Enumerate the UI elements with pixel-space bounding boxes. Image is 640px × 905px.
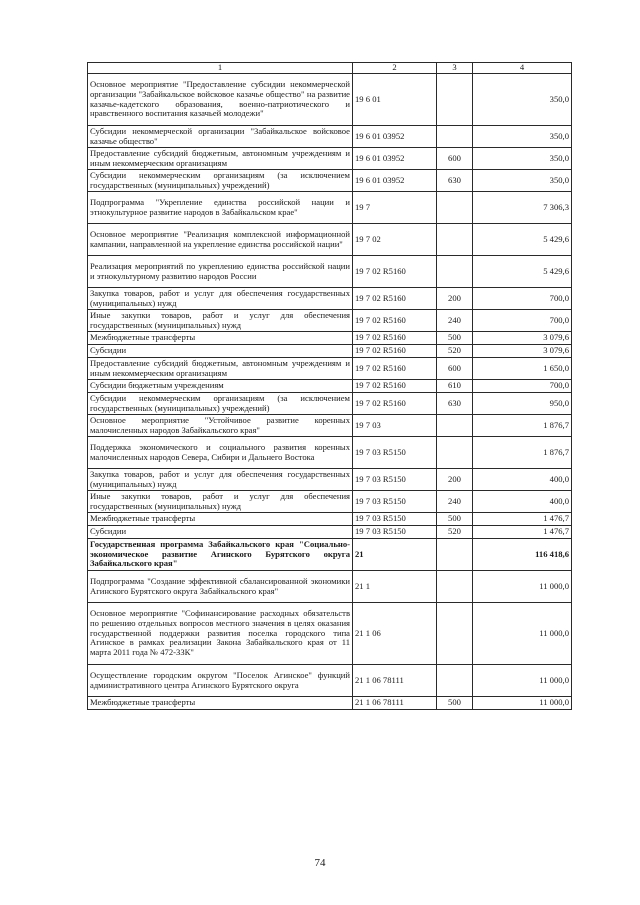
row-name-cell: Субсидии [88, 526, 353, 539]
row-name-cell: Закупка товаров, работ и услуг для обеспечения государственных (муниципальных) нужд [88, 469, 353, 491]
table-row [88, 170, 572, 192]
row-expense-type-cell: 240 [437, 310, 473, 332]
row-expense-type-cell: 630 [437, 393, 473, 415]
row-name-cell: Основное мероприятие "Реализация комплексной информационной кампании, направленной на укрепление единства российской нации" [88, 224, 353, 256]
row-expense-type-cell: 520 [437, 526, 473, 539]
table-row [88, 393, 572, 415]
table-body [88, 74, 572, 710]
row-name-cell: Субсидии бюджетным учреждениям [88, 380, 353, 393]
row-amount-cell: 116 418,6 [473, 539, 572, 571]
row-amount-cell: 3 079,6 [473, 345, 572, 358]
row-code-cell: 19 6 01 [353, 74, 437, 126]
row-expense-type-cell [437, 192, 473, 224]
row-name-cell: Иные закупки товаров, работ и услуг для обеспечения государственных (муниципальных) нужд [88, 310, 353, 332]
row-code-cell: 19 7 02 R5160 [353, 256, 437, 288]
row-code-cell: 19 7 03 R5150 [353, 469, 437, 491]
table-row [88, 603, 572, 665]
row-amount-cell: 11 000,0 [473, 603, 572, 665]
row-expense-type-cell [437, 437, 473, 469]
row-expense-type-cell [437, 571, 473, 603]
row-amount-cell: 7 306,3 [473, 192, 572, 224]
row-expense-type-cell: 600 [437, 358, 473, 380]
header-col-1: 1 [88, 63, 353, 74]
row-name-cell: Закупка товаров, работ и услуг для обеспечения государственных (муниципальных) нужд [88, 288, 353, 310]
row-amount-cell: 1 876,7 [473, 415, 572, 437]
table-row [88, 192, 572, 224]
row-expense-type-cell: 500 [437, 332, 473, 345]
header-col-4: 4 [473, 63, 572, 74]
row-amount-cell: 3 079,6 [473, 332, 572, 345]
row-code-cell: 19 6 01 03952 [353, 148, 437, 170]
table-row [88, 74, 572, 126]
row-amount-cell: 400,0 [473, 491, 572, 513]
table-row [88, 288, 572, 310]
row-amount-cell: 1 876,7 [473, 437, 572, 469]
row-code-cell: 19 7 02 R5160 [353, 358, 437, 380]
table-row [88, 310, 572, 332]
row-code-cell: 19 7 02 [353, 224, 437, 256]
row-expense-type-cell: 520 [437, 345, 473, 358]
row-amount-cell: 11 000,0 [473, 697, 572, 710]
table-row [88, 148, 572, 170]
row-code-cell: 19 7 03 R5150 [353, 526, 437, 539]
row-code-cell: 19 7 02 R5160 [353, 310, 437, 332]
row-expense-type-cell: 500 [437, 513, 473, 526]
table-row [88, 469, 572, 491]
row-code-cell: 21 1 [353, 571, 437, 603]
row-expense-type-cell [437, 665, 473, 697]
row-name-cell: Осуществление городским округом "Поселок Агинское" функций административного центра Агинского Бурятского округа [88, 665, 353, 697]
table-row [88, 491, 572, 513]
row-name-cell: Поддержка экономического и социального развития коренных малочисленных народов Севера, Сибири и Дальнего Востока [88, 437, 353, 469]
row-code-cell: 21 1 06 78111 [353, 697, 437, 710]
row-code-cell: 19 7 02 R5160 [353, 380, 437, 393]
table-row [88, 345, 572, 358]
row-amount-cell: 350,0 [473, 170, 572, 192]
row-name-cell: Межбюджетные трансферты [88, 332, 353, 345]
row-name-cell: Основное мероприятие "Предоставление субсидии некоммерческой организации "Забайкальское войсковое казачье общество" на развитие казачье-кадетского образования, военно-патриотического и нравственного воспитания казачьей молодежи" [88, 74, 353, 126]
row-code-cell: 19 7 02 R5160 [353, 345, 437, 358]
row-code-cell: 19 7 03 [353, 415, 437, 437]
table-row [88, 539, 572, 571]
row-code-cell: 19 7 03 R5150 [353, 513, 437, 526]
row-expense-type-cell: 240 [437, 491, 473, 513]
row-expense-type-cell [437, 256, 473, 288]
row-code-cell: 21 [353, 539, 437, 571]
row-name-cell: Межбюджетные трансферты [88, 697, 353, 710]
row-name-cell: Основное мероприятие "Софинансирование расходных обязательств по решению отдельных вопросов местного значения в целях оказания государственной поддержки развития поселка городского типа Агинское в рамках реализации Закона Забайкальского края от 11 марта 2011 года № 472-ЗЗК" [88, 603, 353, 665]
table-row [88, 697, 572, 710]
row-code-cell: 19 6 01 03952 [353, 126, 437, 148]
row-expense-type-cell [437, 224, 473, 256]
table-row [88, 513, 572, 526]
row-expense-type-cell: 500 [437, 697, 473, 710]
row-name-cell: Предоставление субсидий бюджетным, автономным учреждениям и иным некоммерческим организациям [88, 148, 353, 170]
table-row [88, 256, 572, 288]
row-amount-cell: 11 000,0 [473, 665, 572, 697]
row-expense-type-cell [437, 603, 473, 665]
row-expense-type-cell: 610 [437, 380, 473, 393]
row-amount-cell: 700,0 [473, 288, 572, 310]
header-col-3: 3 [437, 63, 473, 74]
table-row [88, 224, 572, 256]
row-amount-cell: 5 429,6 [473, 256, 572, 288]
row-amount-cell: 11 000,0 [473, 571, 572, 603]
row-name-cell: Субсидии [88, 345, 353, 358]
row-code-cell: 19 7 02 R5160 [353, 332, 437, 345]
row-amount-cell: 700,0 [473, 310, 572, 332]
row-expense-type-cell: 630 [437, 170, 473, 192]
row-name-cell: Подпрограмма "Создание эффективной сбалансированной экономики Агинского Бурятского округа Забайкальского края" [88, 571, 353, 603]
row-name-cell: Субсидии некоммерческим организациям (за исключением государственных (муниципальных) учреждений) [88, 170, 353, 192]
row-expense-type-cell: 600 [437, 148, 473, 170]
row-amount-cell: 350,0 [473, 148, 572, 170]
row-amount-cell: 1 476,7 [473, 513, 572, 526]
table-header-row [88, 63, 572, 74]
row-amount-cell: 1 650,0 [473, 358, 572, 380]
row-amount-cell: 5 429,6 [473, 224, 572, 256]
row-expense-type-cell [437, 415, 473, 437]
row-amount-cell: 350,0 [473, 74, 572, 126]
row-code-cell: 21 1 06 78111 [353, 665, 437, 697]
row-code-cell: 19 6 01 03952 [353, 170, 437, 192]
row-expense-type-cell: 200 [437, 288, 473, 310]
row-amount-cell: 400,0 [473, 469, 572, 491]
row-name-cell: Субсидии некоммерческой организации "Забайкальское войсковое казачье общество" [88, 126, 353, 148]
row-code-cell: 19 7 02 R5160 [353, 288, 437, 310]
row-amount-cell: 350,0 [473, 126, 572, 148]
row-name-cell: Предоставление субсидий бюджетным, автономным учреждениям и иным некоммерческим организациям [88, 358, 353, 380]
row-expense-type-cell [437, 74, 473, 126]
row-expense-type-cell [437, 539, 473, 571]
table-row [88, 126, 572, 148]
row-name-cell: Межбюджетные трансферты [88, 513, 353, 526]
table-row [88, 358, 572, 380]
row-amount-cell: 700,0 [473, 380, 572, 393]
table-row [88, 437, 572, 469]
table-row [88, 665, 572, 697]
row-name-cell: Субсидии некоммерческим организациям (за исключением государственных (муниципальных) учреждений) [88, 393, 353, 415]
table-row [88, 526, 572, 539]
row-code-cell: 19 7 03 R5150 [353, 491, 437, 513]
table-row [88, 571, 572, 603]
row-code-cell: 19 7 [353, 192, 437, 224]
row-name-cell: Подпрограмма "Укрепление единства российской нации и этнокультурное развитие народов в Забайкальском крае" [88, 192, 353, 224]
budget-table [87, 62, 572, 710]
row-code-cell: 21 1 06 [353, 603, 437, 665]
header-col-2: 2 [353, 63, 437, 74]
table-row [88, 380, 572, 393]
row-amount-cell: 950,0 [473, 393, 572, 415]
row-code-cell: 19 7 03 R5150 [353, 437, 437, 469]
row-amount-cell: 1 476,7 [473, 526, 572, 539]
row-name-cell: Реализация мероприятий по укреплению единства российской нации и этнокультурному развитию народов России [88, 256, 353, 288]
row-name-cell: Основное мероприятие "Устойчивое развитие коренных малочисленных народов Забайкальского края" [88, 415, 353, 437]
row-expense-type-cell: 200 [437, 469, 473, 491]
table-row [88, 332, 572, 345]
row-expense-type-cell [437, 126, 473, 148]
table-row [88, 415, 572, 437]
row-name-cell: Иные закупки товаров, работ и услуг для обеспечения государственных (муниципальных) нужд [88, 491, 353, 513]
page-number: 74 [314, 857, 326, 869]
row-code-cell: 19 7 02 R5160 [353, 393, 437, 415]
row-name-cell: Государственная программа Забайкальского края "Социально-экономическое развитие Агинского Бурятского округа Забайкальского края" [88, 539, 353, 571]
